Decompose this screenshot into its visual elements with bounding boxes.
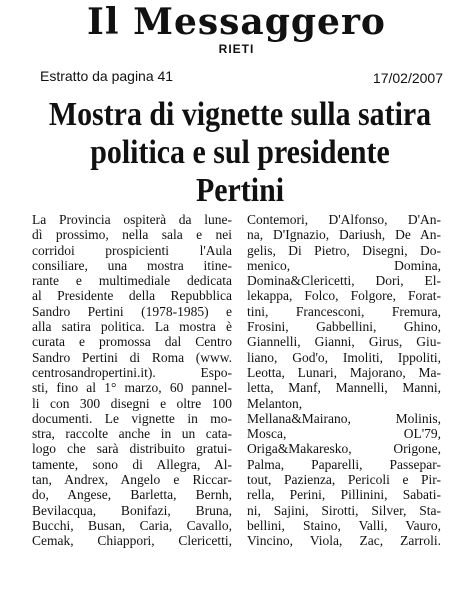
column2-line: Origa&Makaresko, Origone, <box>247 441 441 457</box>
column2-line: Contemori, D'Alfonso, D'An- <box>247 212 441 227</box>
column2-line: Mosca, OL'79, <box>247 426 441 442</box>
column2-line: lekappa, Folco, Folgore, Forat- <box>247 288 441 304</box>
column2-line: tini, Francesconi, Fremura, <box>247 303 441 319</box>
column1-line: dì prossimo, nella sala e nei <box>32 227 232 243</box>
extract-note: Estratto da pagina 41 <box>40 68 174 84</box>
column1-line: tamente, sono di Allegra, Al- <box>32 456 232 472</box>
column2-line: gelis, Di Pietro, Disegni, Do- <box>247 242 441 258</box>
column2-line: Domina&Clericetti, Dori, El- <box>247 273 441 289</box>
headline-line-2: politica e sul presidente Pertini <box>90 134 390 209</box>
column1-line: Sandro Pertini di Roma (www. <box>32 349 232 365</box>
publication-date: 17/02/2007 <box>372 70 443 86</box>
column1-line: li con 300 disegni e oltre 100 <box>32 395 232 411</box>
newspaper-masthead: Il Messaggero <box>87 1 386 43</box>
column1-line: logo che sarà distribuito gratui- <box>32 441 232 457</box>
column1-line: stra, raccolte anche in un cata- <box>32 426 232 442</box>
column1-line: sti, fino al 1° marzo, 60 pannel- <box>32 380 232 396</box>
column2-line: liano, God'o, Imoliti, Ippoliti, <box>247 349 441 365</box>
column2-line: letta, Manf, Mannelli, Manni, <box>247 380 441 396</box>
column1-line: Bevilacqua, Bonifazi, Bruna, <box>32 502 232 518</box>
column2-line: rella, Perini, Pillinini, Sabati- <box>247 487 441 503</box>
column1-line: consiliare, una mostra itine- <box>32 257 232 273</box>
column2-line: na, D'Ignazio, Dariush, De An- <box>247 227 441 243</box>
column2-line: menico, Domina, <box>247 257 441 273</box>
column2-line: Leotta, Lunari, Majorano, Ma- <box>247 364 441 380</box>
column2-line: Melanton, <box>247 395 303 411</box>
column2-line: ni, Sajini, Sirotti, Silver, Sta- <box>247 502 441 518</box>
edition-label: RIETI <box>218 42 255 56</box>
column2-line: Giannelli, Gianni, Girus, Giu- <box>247 334 441 350</box>
column2-line: Mellana&Mairano, Molinis, <box>247 410 441 426</box>
column1-line: al Presidente della Repubblica <box>32 288 232 304</box>
article-column-1 <box>32 212 232 549</box>
article-column-2 <box>247 212 441 549</box>
headline-line-1: Mostra di vignette sulla satira <box>48 96 432 133</box>
column1-line: Bucchi, Busan, Caria, Cavallo, <box>32 517 232 533</box>
article-headline <box>46 96 433 210</box>
column2-line: Frosini, Gabbellini, Ghino, <box>247 319 441 335</box>
column1-line: Sandro Pertini (1978-1985) e <box>32 303 232 319</box>
column1-line: rante e multimediale dedicata <box>32 273 232 289</box>
column1-line: curata e promossa dal Centro <box>32 334 232 350</box>
column2-line: bellini, Staino, Valli, Vauro, <box>247 517 441 533</box>
column1-line: alla satira politica. La mostra è <box>32 319 232 335</box>
column2-line: tout, Pazienza, Pericoli e Pir- <box>247 472 441 488</box>
column1-line: tan, Andrex, Angelo e Riccar- <box>32 472 232 488</box>
column1-line: documenti. Le vignette in mo- <box>32 410 232 426</box>
column1-line: corridoi prospicienti l'Aula <box>32 242 232 258</box>
column1-line: Cemak, Chiappori, Clericetti, <box>32 533 232 549</box>
column1-line: La Provincia ospiterà da lune- <box>32 212 232 227</box>
column1-line: centrosandropertini.it). Espo- <box>32 364 232 380</box>
column1-line: do, Angese, Barletta, Bernh, <box>32 487 232 503</box>
column2-line: Vincino, Viola, Zac, Zarroli. <box>247 533 441 549</box>
column2-line: Palma, Paparelli, Passepar- <box>247 456 441 472</box>
